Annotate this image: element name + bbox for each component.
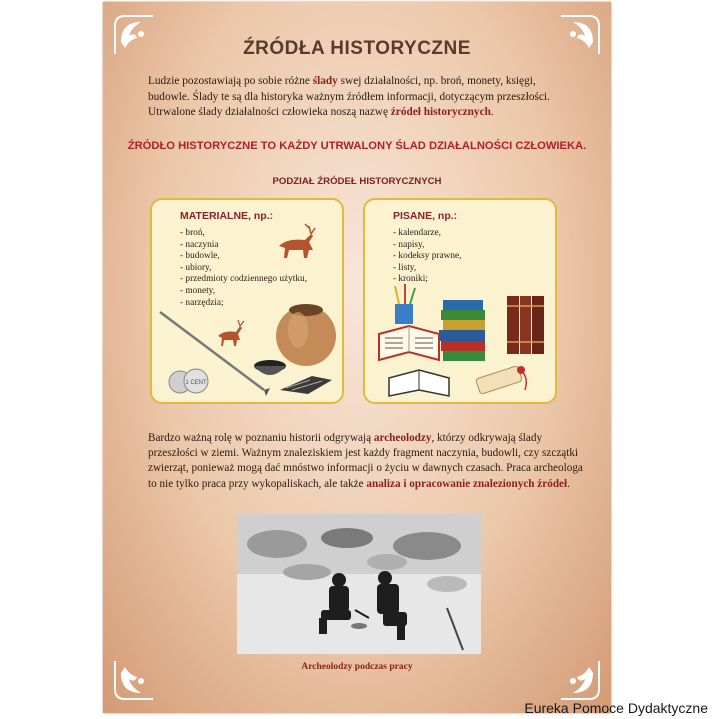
intro-highlight: źródeł historycznych [390,106,491,119]
book-stack-icon [439,300,485,361]
intro-text: swej działalności, np. broń, monety, księgi, budowle. Ślady te są dla historyka ważnym źródłem informacji, dotyczącym przeszłości. Utrwalone ślady działalności człowieka noszą nazwę [148,75,550,119]
bowl-icon [254,360,286,375]
scroll-icon [476,366,527,395]
blank-book-icon [389,370,449,396]
material-sources-box [150,198,344,404]
list-item: - kodeksy prawne, [393,251,462,262]
list-item: - kroniki; [393,274,428,285]
definition-text: ŹRÓDŁO HISTORYCZNE TO KAŻDY UTRWALONY ŚLAD DZIAŁALNOŚCI CZŁOWIEKA. [127,140,587,152]
subheading: PODZIAŁ ŹRÓDEŁ HISTORYCZNYCH [272,176,442,187]
list-item: - narzędzia; [180,297,224,308]
written-sources-box [363,198,557,404]
photo-caption: Archeolodzy podczas pracy [301,662,413,672]
body-highlight: archeolodzy [373,432,432,444]
list-item: - naczynia [180,239,219,250]
body-text: , którzy odkrywają ślady przeszłości w ziemi. Ważnym znaleziskiem jest każdy fragment naczynia, budowli, czy szczątki zwierząt, ponieważ mogą dać mnóstwo informacji o życiu w dawnych czasach. Praca archeologa to nie tylko praca przy wykopaliskach, ale także [148,432,583,490]
body-text: Bardzo ważną rolę w poznaniu historii odgrywają [148,432,374,444]
old-books-icon [507,296,544,354]
intro-text: Ludzie pozostawiają po sobie różne [148,75,313,87]
list-item: - broń, [180,228,205,238]
intro-paragraph [148,74,578,121]
material-artifacts-illustration [152,200,342,402]
clay-pot-icon [276,304,336,366]
coin-text: 1 CENT [185,380,207,386]
list-item: - monety, [180,285,216,296]
intro-text: . [490,106,494,119]
body-highlight: analiza i opracowanie znalezionych źródeł [366,477,568,490]
written-heading: PISANE, np.: [393,210,458,222]
list-item: - kalendarze, [393,228,442,238]
open-book-icon [379,326,439,360]
intro-highlight: ślady [312,75,338,87]
pencil-cup-icon [395,284,415,324]
watermark: Eureka Pomoce Dydaktyczne [524,700,708,716]
body-text: . [567,477,570,490]
list-item: - listy, [393,262,417,273]
list-item: - ubiory, [180,262,212,273]
poster-title: ŹRÓDŁA HISTORYCZNE [243,38,471,59]
coins-icon [169,369,208,393]
list-item: - przedmioty codziennego użytku, [180,274,308,285]
stone-tool-icon [280,376,332,394]
written-artifacts-illustration [365,200,555,402]
archaeologists-photo [237,514,481,654]
cave-painting-deer-icon [279,224,315,258]
archaeology-paragraph [148,431,588,492]
list-item: - napisy, [393,239,425,250]
list-item: - budowle, [180,251,220,262]
material-heading: MATERIALNE, np.: [180,210,274,222]
poster [103,2,611,713]
